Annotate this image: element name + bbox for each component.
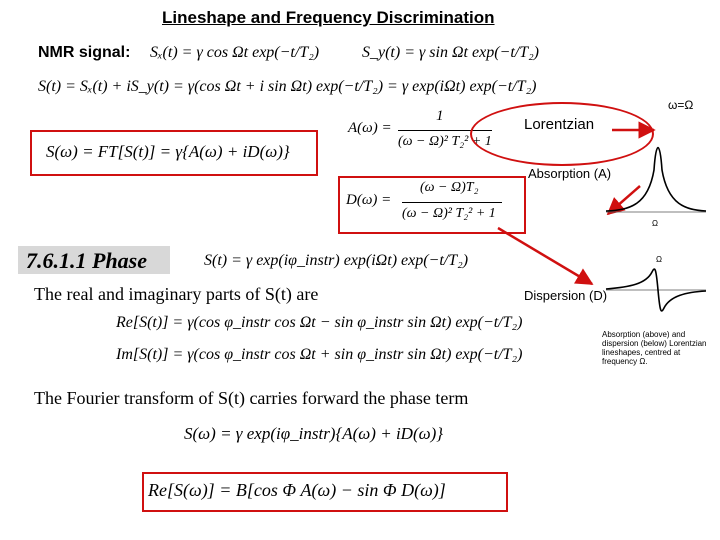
eq-phase-st: S(t) = γ exp(iφ_instr) exp(iΩt) exp(−t/T₂)	[204, 252, 469, 269]
eq-re: Re[S(t)] = γ(cos φ_instr cos Ωt − sin φ_instr sin Ωt) exp(−t/T₂)	[116, 314, 523, 331]
arrow-to-absorption	[608, 186, 640, 214]
dispersion-label: Dispersion (D)	[524, 288, 608, 303]
eq-d-den: (ω − Ω)² T₂² + 1	[402, 206, 496, 221]
omega-eq-label: ω=Ω	[668, 98, 694, 112]
plot-caption: Absorption (above) and dispersion (below) Lorentzian lineshapes, centred at frequency Ω.	[602, 330, 707, 366]
lorentzian-label: Lorentzian	[524, 116, 595, 133]
nmr-signal-label: NMR signal:	[38, 44, 131, 61]
phase-heading: 7.6.1.1 Phase	[26, 248, 147, 273]
eq-im: Im[S(t)] = γ(cos φ_instr cos Ωt + sin φ_instr sin Ωt) exp(−t/T₂)	[116, 346, 523, 363]
eq-a-num: 1	[436, 108, 444, 124]
eq-final: Re[S(ω)] = B[cos Φ A(ω) − sin Φ D(ω)]	[148, 480, 446, 500]
plot-omega-top: Ω	[652, 219, 658, 228]
eq-a-lhs: A(ω) =	[348, 120, 392, 136]
eq-a-den: (ω − Ω)² T₂² + 1	[398, 134, 492, 149]
eq-d-num: (ω − Ω)T₂	[420, 180, 479, 195]
eq-sw: S(ω) = γ exp(iφ_instr){A(ω) + iD(ω)}	[184, 424, 444, 443]
page-title: Lineshape and Frequency Discrimination	[162, 8, 495, 27]
eq-sx: Sₓ(t) = γ cos Ωt exp(−t/T₂)	[150, 44, 320, 61]
absorption-label: Absorption (A)	[528, 166, 612, 181]
eq-d-lhs: D(ω) =	[346, 192, 392, 208]
real-imag-text: The real and imaginary parts of S(t) are	[34, 284, 319, 304]
eq-sy: S_y(t) = γ sin Ωt exp(−t/T₂)	[362, 44, 539, 61]
arrow-to-dispersion	[498, 228, 592, 284]
plot-omega-bottom: Ω	[656, 255, 662, 264]
eq-ft: S(ω) = FT[S(t)] = γ{A(ω) + iD(ω)}	[46, 142, 290, 161]
eq-d-fraction-bar	[402, 202, 502, 203]
eq-st: S(t) = Sₓ(t) + iS_y(t) = γ(cos Ωt + i sin Ωt) exp(−t/T₂) = γ exp(iΩt) exp(−t/T₂)	[38, 78, 537, 95]
dispersion-curve	[606, 269, 706, 311]
lorentzian-ellipse	[470, 102, 654, 166]
ft-text: The Fourier transform of S(t) carries forward the phase term	[34, 388, 469, 408]
